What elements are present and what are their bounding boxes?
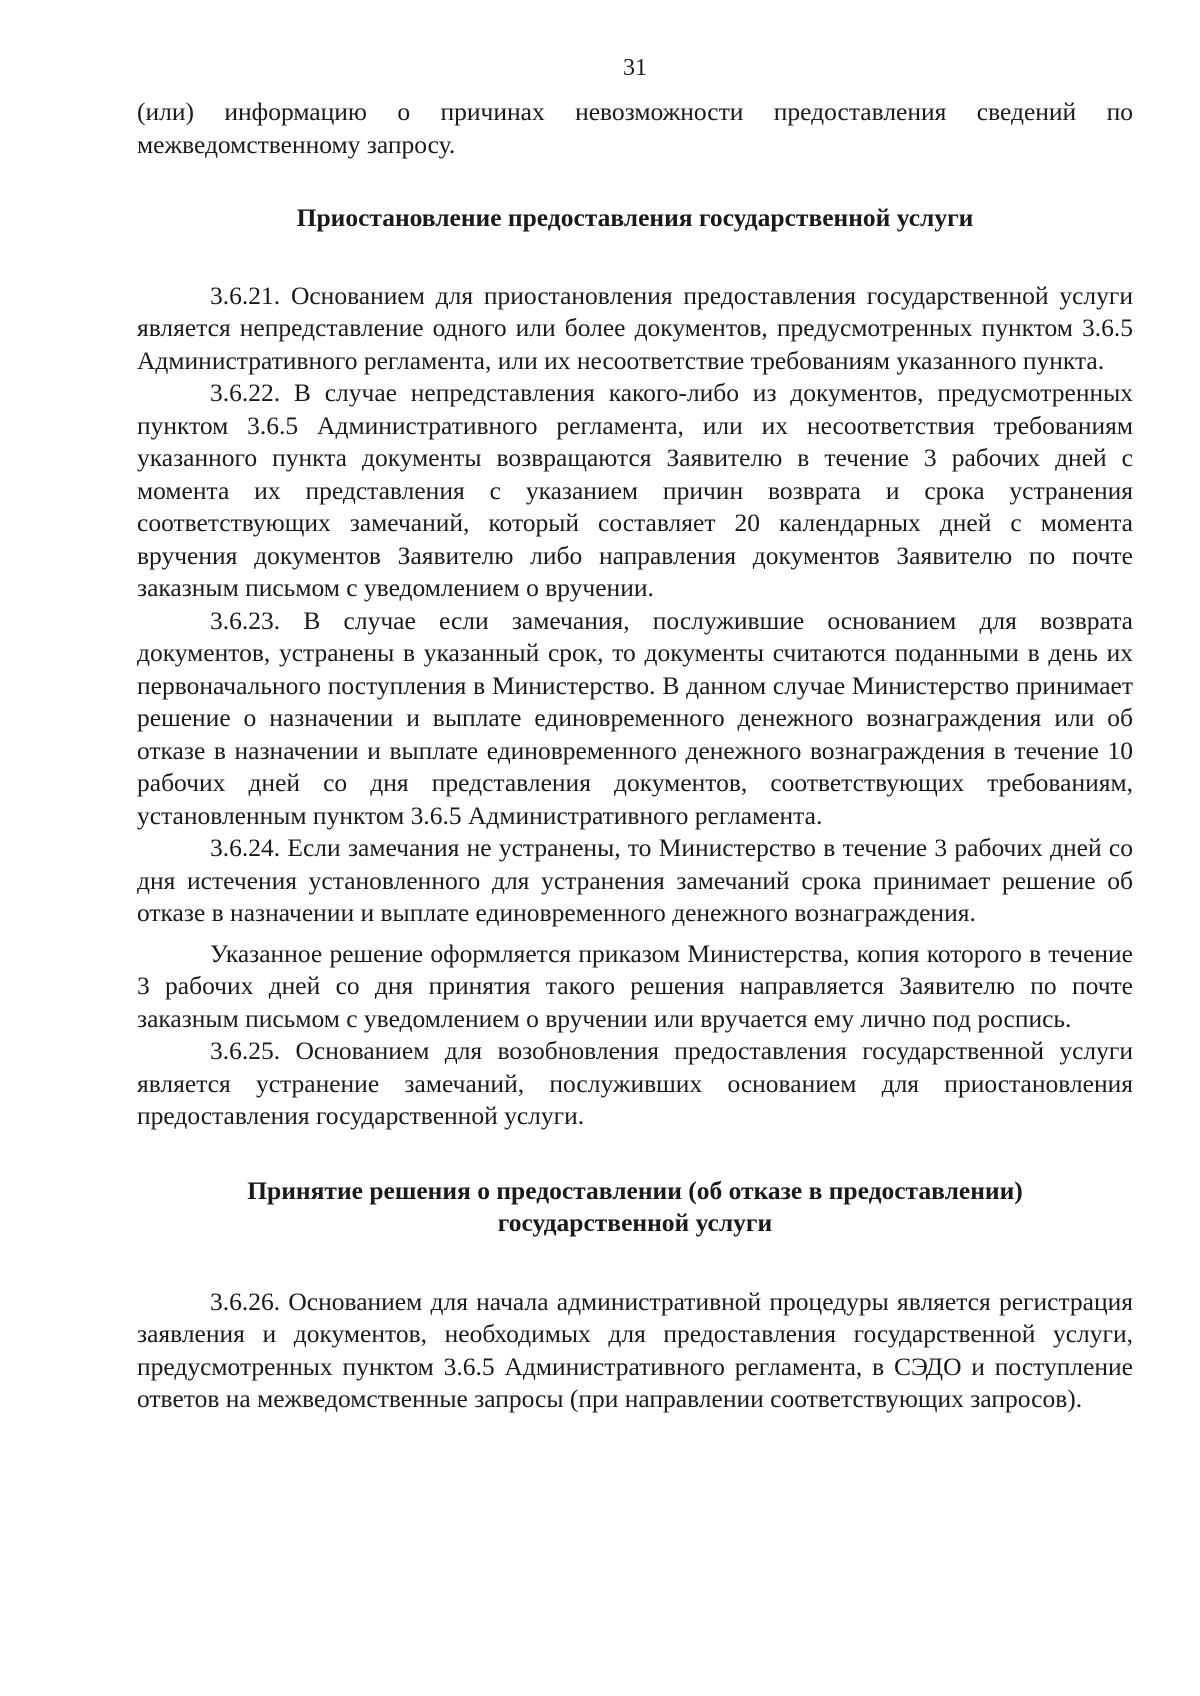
section-heading-decision-line1: Принятие решения о предоставлении (об отказе в предоставлении): [247, 1175, 1023, 1205]
intro-paragraph: (или) информацию о причинах невозможности предоставления сведений по межведомственному запросу.: [137, 97, 1133, 159]
paragraph-3-6-24: 3.6.24. Если замечания не устранены, то Министерство в течение 3 рабочих дней со дня истечения установленного для устранения замечаний срока принимает решение об отказе в назначении и выплате единовременного денежного вознаграждения.: [137, 833, 1133, 927]
paragraph-decision: Указанное решение оформляется приказом Министерства, копия которого в течение 3 рабочих дней со дня принятия такого решения направляется Заявителю по почте заказным письмом с уведомлением о вручении или вручается ему лично под роспись.: [137, 938, 1133, 1033]
section-heading-decision: [137, 1175, 1133, 1239]
paragraph-3-6-25: 3.6.25. Основанием для возобновления предоставления государственной услуги является устранение замечаний, послуживших основанием для приостановления предоставления государственной услуги.: [137, 1036, 1133, 1130]
paragraph-3-6-22: 3.6.22. В случае непредставления какого-либо из документов, предусмотренных пунктом 3.6.5 Административного регламента, или их несоответствия требованиям указанного пункта документы возвращаются Заявителю в течение 3 рабочих дней с момента их представления с указанием причин возврата и срока устранения соответствующих замечаний, который составляет 20 календарных дней с момента вручения документов Заявителю либо направления документов Заявителю по почте заказным письмом с уведомлением о вручении.: [137, 378, 1133, 602]
paragraph-3-6-23: 3.6.23. В случае если замечания, послужившие основанием для возврата документов, устранены в указанный срок, то документы считаются поданными в день их первоначального поступления в Министерство. В данном случае Министерство принимает решение о назначении и выплате единовременного денежного вознаграждения или об отказе в назначении и выплате единовременного денежного вознаграждения в течение 10 рабочих дней со дня представления документов, соответствующих требованиям, установленным пунктом 3.6.5 Административного регламента.: [137, 605, 1133, 830]
page-number: 31: [623, 55, 647, 81]
section-heading-decision-line2: государственной услуги: [497, 1207, 773, 1237]
paragraph-3-6-21: 3.6.21. Основанием для приостановления предоставления государственной услуги является непредставление одного или более документов, предусмотренных пунктом 3.6.5 Административного регламента, или их несоответствие требованиям указанного пункта.: [137, 280, 1133, 375]
section-heading-suspension: Приостановление предоставления государственной услуги: [296, 203, 974, 232]
paragraph-3-6-26: 3.6.26. Основанием для начала административной процедуры является регистрация заявления и документов, необходимых для предоставления государственной услуги, предусмотренных пунктом 3.6.5 Административного регламента, в СЭДО и поступление ответов на межведомственные запросы (при направлении соответствующих запросов).: [137, 1286, 1133, 1413]
document-page: [137, 52, 1133, 1416]
